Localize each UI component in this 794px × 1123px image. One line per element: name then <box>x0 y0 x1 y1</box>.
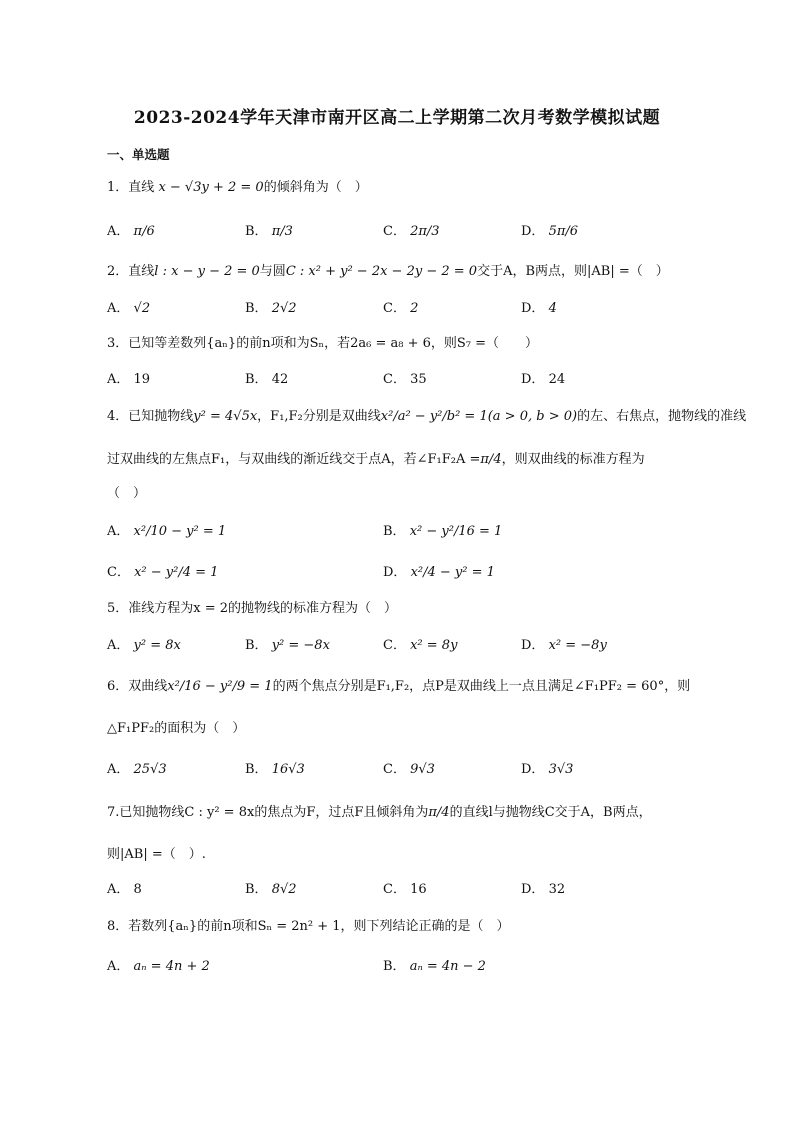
q2-option-a[interactable]: A． √2 <box>107 301 151 316</box>
q3-option-b[interactable]: B． 42 <box>245 372 289 387</box>
q5-option-b[interactable]: B． y² = −8x <box>245 638 330 653</box>
question-2: 2．直线l : x − y − 2 = 0与圆C : x² + y² − 2x − 2y − 2 = 0交于A，B两点，则|AB| =（ ） <box>107 264 669 279</box>
question-4-line-3: （ ） <box>107 486 147 501</box>
q1-option-c[interactable]: C． 2π/3 <box>383 224 440 239</box>
question-5: 5．准线方程为x = 2的抛物线的标准方程为（ ） <box>107 601 398 616</box>
q5-option-c[interactable]: C． x² = 8y <box>383 638 458 653</box>
q2-option-d[interactable]: D． 4 <box>521 301 557 316</box>
q4-option-b[interactable]: B． x² − y²/16 = 1 <box>383 524 503 539</box>
q7-option-c[interactable]: C． 16 <box>383 882 427 897</box>
q3-option-d[interactable]: D． 24 <box>521 372 566 387</box>
q1-option-a[interactable]: A． π/6 <box>107 224 155 239</box>
q6-option-a[interactable]: A． 25√3 <box>107 762 167 777</box>
q2-option-b[interactable]: B． 2√2 <box>245 301 297 316</box>
question-6-line-2: △F₁PF₂的面积为（ ） <box>107 721 246 736</box>
q7-option-d[interactable]: D． 32 <box>521 882 566 897</box>
q7-option-a[interactable]: A． 8 <box>107 882 142 897</box>
q4-option-c[interactable]: C． x² − y²/4 = 1 <box>107 565 219 580</box>
question-4-line-2: 过双曲线的左焦点F₁，与双曲线的渐近线交于点A，若∠F₁F₂A =π/4，则双曲线的标准方程为 <box>107 452 645 467</box>
question-6: 6．双曲线x²/16 − y²/9 = 1的两个焦点分别是F₁,F₂，点P是双曲线上一点且满足∠F₁PF₂ = 60°，则 <box>107 679 691 694</box>
question-7: 7.已知抛物线C : y² = 8x的焦点为F，过点F且倾斜角为π/4的直线l与抛物线C交于A，B两点， <box>107 805 652 820</box>
question-3: 3．已知等差数列{aₙ}的前n项和为Sₙ，若2a₆ = a₈ + 6，则S₇ =（ ） <box>107 336 539 351</box>
page-title: 2023-2024学年天津市南开区高二上学期第二次月考数学模拟试题 <box>133 108 661 128</box>
q5-option-a[interactable]: A． y² = 8x <box>107 638 181 653</box>
section-heading: 一、单选题 <box>107 147 170 162</box>
q3-option-a[interactable]: A． 19 <box>107 372 151 387</box>
q8-option-a[interactable]: A． aₙ = 4n + 2 <box>107 959 210 974</box>
question-number: 1． <box>107 180 129 195</box>
q8-option-b[interactable]: B． aₙ = 4n − 2 <box>383 959 486 974</box>
q4-option-d[interactable]: D． x²/4 − y² = 1 <box>383 565 495 580</box>
question-4: 4．已知抛物线y² = 4√5x，F₁,F₂分别是双曲线x²/a² − y²/b² = 1(a > 0, b > 0)的左、右焦点，抛物线的准线 <box>107 409 747 424</box>
equation: x − √3y + 2 = 0 <box>158 180 264 195</box>
q6-option-d[interactable]: D． 3√3 <box>521 762 574 777</box>
question-8: 8．若数列{aₙ}的前n项和Sₙ = 2n² + 1，则下列结论正确的是（ ） <box>107 919 510 934</box>
q1-option-b[interactable]: B． π/3 <box>245 224 293 239</box>
q3-option-c[interactable]: C． 35 <box>383 372 427 387</box>
question-7-line-2: 则|AB| =（ ）. <box>107 847 206 862</box>
q4-option-a[interactable]: A． x²/10 − y² = 1 <box>107 524 227 539</box>
q2-option-c[interactable]: C． 2 <box>383 301 419 316</box>
q7-option-b[interactable]: B． 8√2 <box>245 882 297 897</box>
q1-option-d[interactable]: D． 5π/6 <box>521 224 579 239</box>
q6-option-b[interactable]: B． 16√3 <box>245 762 305 777</box>
question-1: 1．直线 x − √3y + 2 = 0的倾斜角为（ ） <box>107 180 368 195</box>
q6-option-c[interactable]: C． 9√3 <box>383 762 435 777</box>
q5-option-d[interactable]: D． x² = −8y <box>521 638 607 653</box>
